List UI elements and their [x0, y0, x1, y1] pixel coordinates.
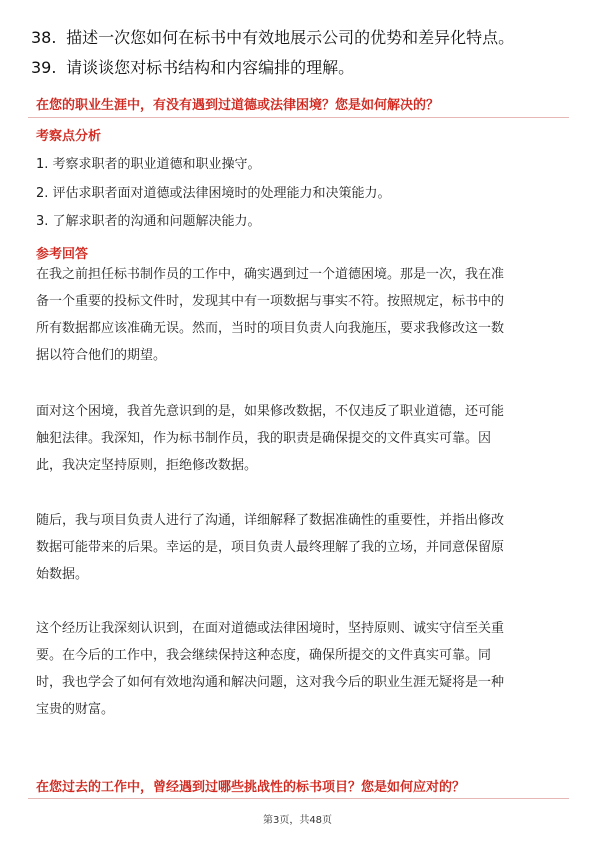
paragraph-line: 备一个重要的投标文件时，发现其中有一项数据与事实不符。按照规定，标书中的: [36, 294, 505, 309]
paragraph-line: 触犯法律。我深知，作为标书制作员，我的职责是确保提交的文件真实可靠。因: [36, 431, 492, 446]
paragraph-line: 据以符合他们的期望。: [36, 348, 167, 363]
paragraph-line: 数据可能带来的后果。幸运的是，项目负责人最终理解了我的立场，并同意保留原: [36, 540, 505, 555]
analysis-item: 2. 评估求职者面对道德或法律困境时的处理能力和决策能力。: [36, 186, 391, 201]
divider: [28, 117, 569, 118]
paragraph-line: 在我之前担任标书制作员的工作中，确实遇到过一个道德困境。那是一次，我在准: [36, 267, 505, 282]
question-number: 39.: [31, 58, 57, 77]
analysis-item: 3. 了解求职者的沟通和问题解决能力。: [36, 214, 261, 229]
analysis-item: 1. 考察求职者的职业道德和职业操守。: [36, 157, 261, 172]
answer-paragraph: [36, 261, 558, 369]
question-text: 描述一次您如何在标书中有效地展示公司的优势和差异化特点。: [66, 28, 515, 47]
analysis-heading: 考察点分析: [36, 129, 102, 144]
paragraph-line: 宝贵的财富。: [36, 702, 115, 717]
interview-question-heading: 在您过去的工作中，曾经遇到过哪些挑战性的标书项目？您是如何应对的？: [36, 780, 466, 795]
paragraph-line: 要。在今后的工作中，我会继续保持这种态度，确保所提交的文件真实可靠。同: [36, 648, 492, 663]
question-list-item-38: [31, 27, 514, 49]
paragraph-line: 面对这个困境，我首先意识到的是，如果修改数据，不仅违反了职业道德，还可能: [36, 404, 505, 419]
paragraph-line: 此，我决定坚持原则，拒绝修改数据。: [36, 458, 258, 473]
paragraph-line: 所有数据都应该准确无误。然而，当时的项目负责人向我施压，要求我修改这一数: [36, 321, 505, 336]
question-number: 38.: [31, 28, 57, 47]
answer-heading: 参考回答: [36, 247, 89, 262]
paragraph-line: 这个经历让我深刻认识到，在面对道德或法律困境时，坚持原则、诚实守信至关重: [36, 621, 505, 636]
page-number-footer: 第3页，共48页: [262, 815, 333, 826]
interview-question-heading: 在您的职业生涯中，有没有遇到过道德或法律困境？您是如何解决的？: [36, 98, 440, 113]
paragraph-line: 随后，我与项目负责人进行了沟通，详细解释了数据准确性的重要性，并指出修改: [36, 513, 505, 528]
question-list-item-39: [31, 57, 354, 79]
answer-paragraph: [36, 507, 558, 588]
question-text: 请谈谈您对标书结构和内容编排的理解。: [66, 58, 355, 77]
paragraph-line: 始数据。: [36, 567, 89, 582]
answer-paragraph: [36, 398, 558, 479]
answer-paragraph: [36, 615, 558, 723]
paragraph-line: 时，我也学会了如何有效地沟通和解决问题，这对我今后的职业生涯无疑将是一种: [36, 675, 505, 690]
divider: [28, 798, 569, 799]
